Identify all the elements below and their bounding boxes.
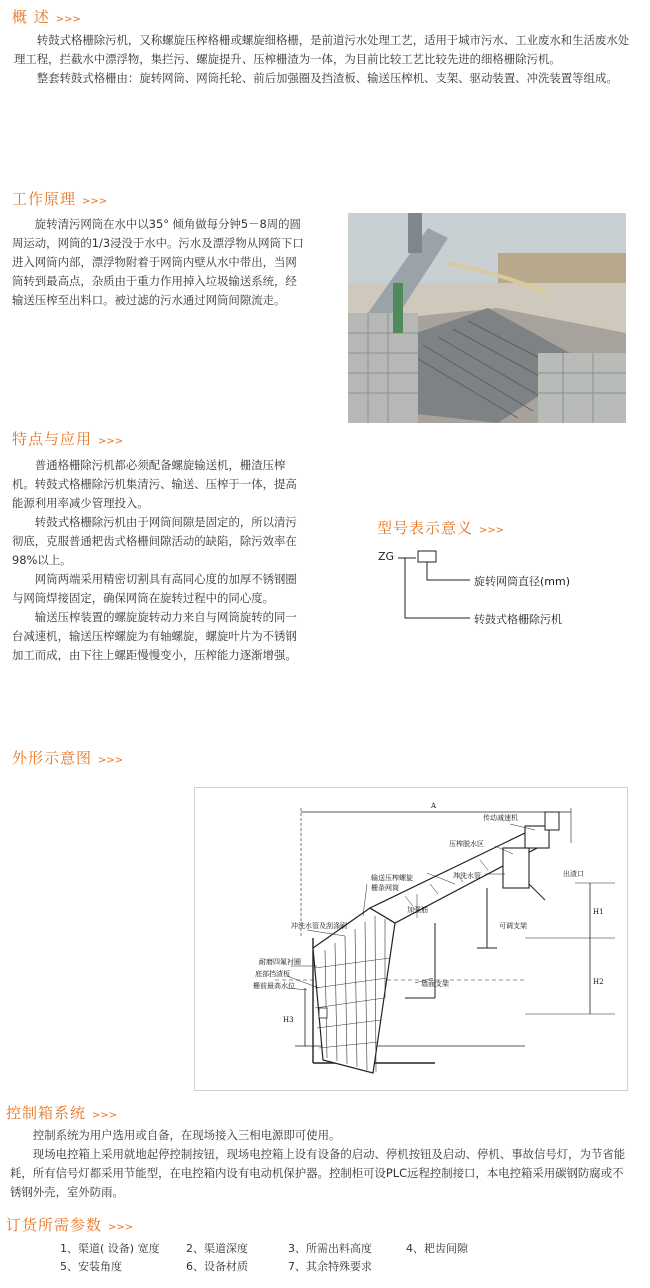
outline-drawing [195, 788, 627, 1090]
label-screw: 输送压榨螺旋 [371, 874, 413, 882]
label-flush-brush: 冲洗水管及刮涤刷 [291, 922, 347, 930]
dim-a-label: A [431, 802, 437, 810]
control-heading: 控制箱系统 >>> [6, 1104, 118, 1122]
features-paragraph-2: 转鼓式格栅除污机由于网筒间隙是固定的，所以清污彻底，克服普通耙齿式格栅间隙活动的缺陷，除污效率在98%以上。 [12, 515, 297, 567]
label-adj-support: 可调支架 [499, 922, 527, 930]
overview-heading: 概 述 >>> [12, 8, 81, 26]
label-h2: H2 [593, 978, 604, 986]
label-rib: 加强筋 [407, 906, 428, 914]
order-heading: 订货所需参数 >>> [6, 1216, 134, 1234]
label-drive: 传动减速机 [483, 814, 518, 822]
features-paragraph-3: 网筒两端采用精密切割具有高同心度的加厚不锈钢圈与网筒焊接固定，确保网筒在旋转过程中的同心度。 [12, 572, 297, 605]
label-wall-support: 墙面支架 [421, 980, 449, 988]
model-label-diameter: 旋转网筒直径(mm) [474, 575, 571, 588]
principle-body [12, 215, 308, 310]
order-item-5: 5、安装角度 [60, 1260, 122, 1273]
control-paragraph-2: 现场电控箱上采用就地起停控制按钮，现场电控箱上设有设备的启动、停机按钮及启动、停机、事故信号灯，为节省能耗，所有信号灯都采用节能型，在电控箱内设有电动机保护器。控制柜可设PLC远程控制接口，本电控箱采用碳钢防腐或不锈钢外壳，室外防雨。 [10, 1147, 626, 1199]
control-body [10, 1126, 634, 1202]
photo-illustration [348, 213, 626, 423]
order-item-7: 7、其余特殊要求 [288, 1260, 372, 1273]
features-paragraph-1: 普通格栅除污机都必须配备螺旋输送机，栅渣压榨机。转鼓式格栅除污机集清污、输送、压榨于一体，提高能源利用率减少管理投入。 [12, 458, 297, 510]
order-list [60, 1240, 620, 1284]
label-outlet: 出渣口 [563, 870, 584, 878]
model-label-machine: 转鼓式格栅除污机 [474, 613, 562, 626]
principle-heading: 工作原理 >>> [12, 190, 108, 208]
label-ptfe: 耐磨四氟衬圈 [259, 958, 301, 966]
diagram-heading: 外形示意图 >>> [12, 749, 124, 767]
model-diagram [378, 545, 618, 635]
features-heading: 特点与应用 >>> [12, 430, 124, 448]
control-paragraph-1: 控制系统为用户选用或自备，在现场接入三相电源即可使用。 [32, 1128, 341, 1142]
order-item-6: 6、设备材质 [186, 1260, 248, 1273]
order-item-1: 1、渠道( 设备) 宽度 [60, 1242, 160, 1255]
overview-body [14, 31, 636, 88]
label-baffle: 底部挡渣板 [255, 970, 290, 978]
rotary-drum-screen-photo [348, 213, 626, 423]
overview-paragraph-2: 整套转鼓式格栅由：旋转网筒、网筒托轮、前后加强圈及挡渣板、输送压榨机、支架、驱动装置、冲洗装置等组成。 [36, 71, 618, 85]
overview-paragraph-1: 转鼓式格栅除污机，又称螺旋压榨格栅或螺旋细格栅，是前道污水处理工艺，适用于城市污水、工业废水和生活废水处理工程，拦截水中漂浮物，集拦污、螺旋提升、压榨栅渣为一体，为目前比较工艺比较先进的细格栅除污机。 [14, 33, 630, 66]
order-item-3: 3、所需出料高度 [288, 1242, 372, 1255]
label-h3: H3 [283, 1016, 294, 1024]
model-heading: 型号表示意义 >>> [377, 519, 505, 537]
features-paragraph-4: 输送压榨装置的螺旋旋转动力来自与网筒旋转的同一台减速机，输送压榨螺旋为有轴螺旋，螺旋叶片为不锈钢加工而成，由下往上螺距慢慢变小，压榨能力逐渐增强。 [12, 610, 297, 662]
order-item-2: 2、渠道深度 [186, 1242, 248, 1255]
label-max-level: 栅前最高水位 [253, 982, 295, 990]
label-h1: H1 [593, 908, 604, 916]
label-press-zone: 压榨脱水区 [449, 840, 484, 848]
features-body [12, 456, 308, 665]
principle-paragraph: 旋转清污网筒在水中以35° 倾角做每分钟5－8周的圆周运动，网筒的1/3浸没于水中。污水及漂浮物从网筒下口进入网筒内部，漂浮物附着于网筒内壁从水中带出，当网筒转到最高点，杂质由于重力作用掉入垃圾输送系统，经输送压榨至出料口。被过滤的污水通过网筒间隙流走。 [12, 217, 304, 307]
model-code: ZG [378, 550, 395, 563]
outline-diagram [194, 787, 628, 1091]
label-screen-drum: 栅条网筒 [371, 884, 399, 892]
label-flush-pipe: 冲洗水管 [453, 872, 481, 880]
order-item-4: 4、耙齿间隙 [406, 1242, 468, 1255]
